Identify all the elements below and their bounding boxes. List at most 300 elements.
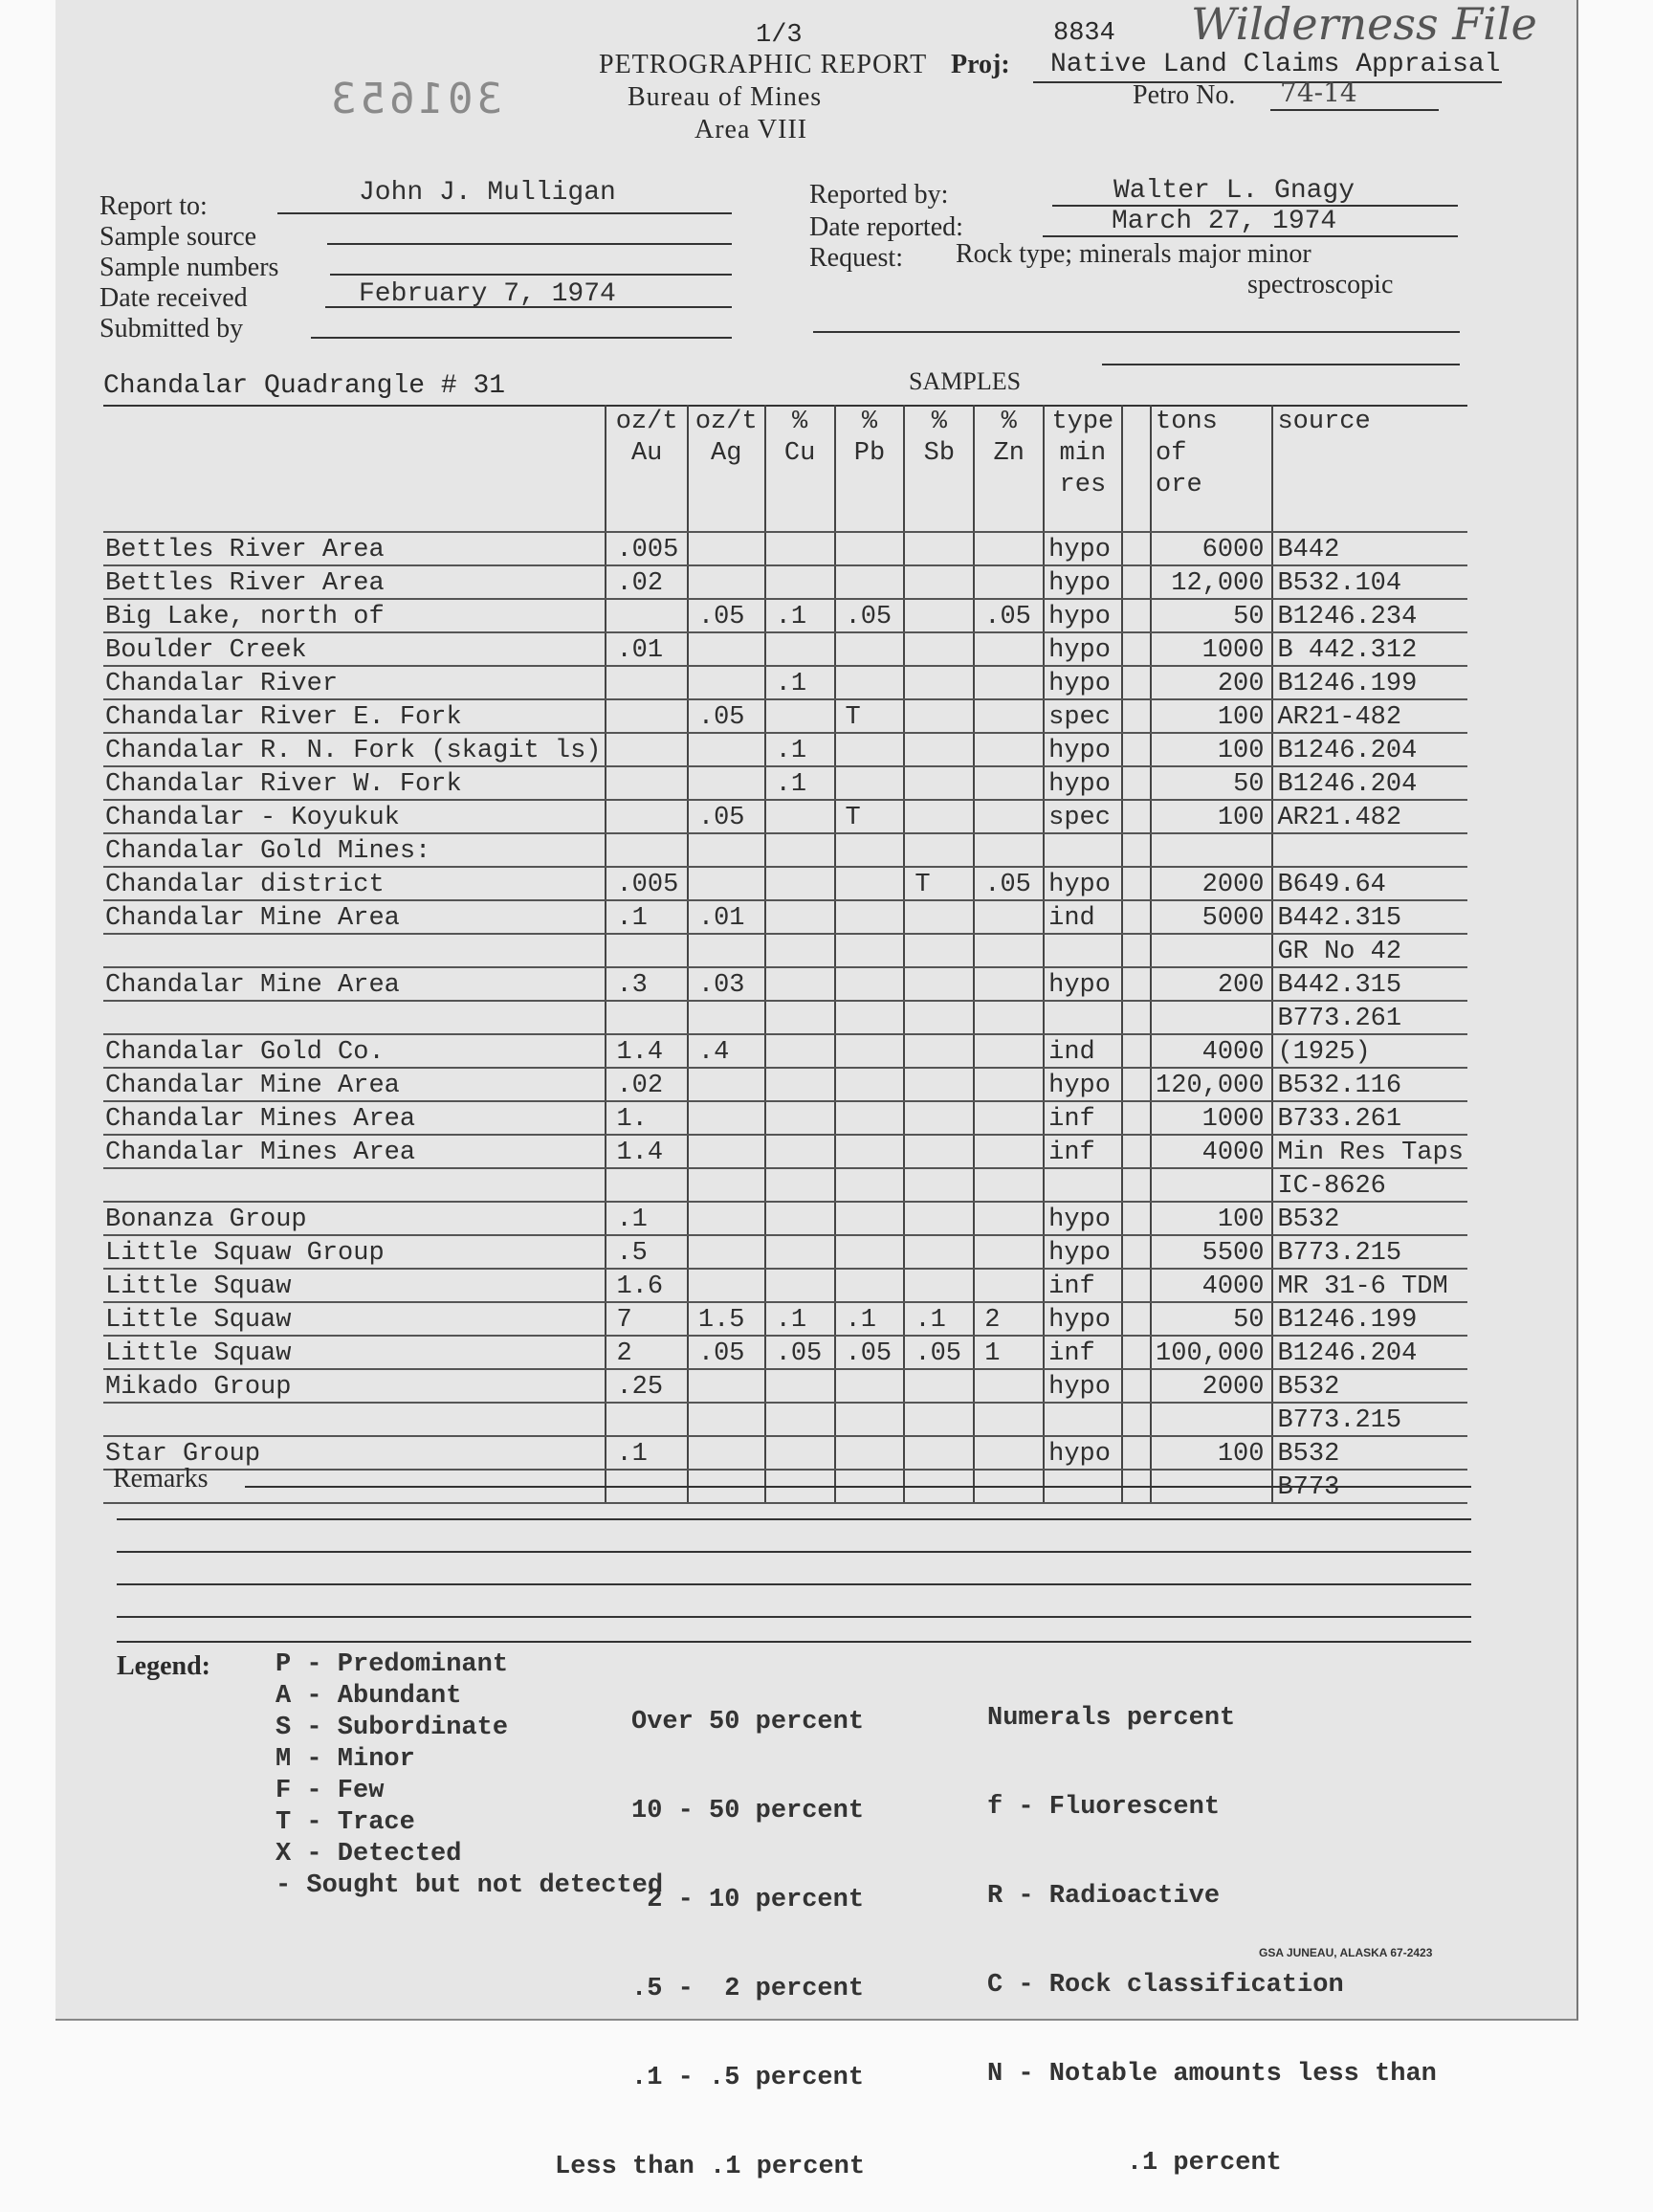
- table-cell: [765, 1403, 835, 1436]
- table-cell: inf: [1044, 1269, 1121, 1302]
- table-cell: [1044, 1168, 1121, 1202]
- table-cell: [1151, 1168, 1272, 1202]
- table-cell: [835, 967, 905, 1001]
- table-cell: [1122, 833, 1151, 867]
- table-header-cell: Ag: [688, 436, 765, 468]
- table-row: [103, 800, 1467, 833]
- table-cell: B1246.204: [1272, 766, 1467, 800]
- table-cell: [904, 1135, 974, 1168]
- table-cell: [1122, 967, 1151, 1001]
- legend-note-c: C - Rock classification: [987, 1971, 1344, 2000]
- table-cell: [1122, 1168, 1151, 1202]
- date-reported-line: [1043, 235, 1458, 237]
- table-cell: [606, 934, 687, 967]
- table-cell: [835, 565, 905, 599]
- table-cell: [1151, 934, 1272, 967]
- table-cell: [904, 733, 974, 766]
- table-cell: hypo: [1044, 666, 1121, 699]
- table-cell: 200: [1151, 967, 1272, 1001]
- table-header-cell: [103, 499, 606, 532]
- table-cell: [688, 1269, 765, 1302]
- samples-table: [103, 405, 1467, 1504]
- table-cell: [765, 1202, 835, 1235]
- reported-by-label: Reported by:: [809, 180, 949, 210]
- table-cell: [835, 1202, 905, 1235]
- table-cell: [974, 800, 1044, 833]
- table-cell: AR21-482: [1272, 699, 1467, 733]
- table-cell: .005: [606, 867, 687, 900]
- table-cell: [974, 1168, 1044, 1202]
- table-cell: B773: [1272, 1470, 1467, 1503]
- request-line-2: [813, 331, 1460, 333]
- table-cell: [688, 565, 765, 599]
- table-row: [103, 733, 1467, 766]
- table-row: [103, 1034, 1467, 1068]
- table-row: [103, 766, 1467, 800]
- legend-code-f: F - Few: [276, 1777, 385, 1805]
- petro-underline: [1270, 109, 1439, 111]
- table-cell: [974, 1135, 1044, 1168]
- table-cell: hypo: [1044, 967, 1121, 1001]
- table-cell: [974, 1436, 1044, 1470]
- table-cell: [1044, 1001, 1121, 1034]
- table-cell: 100: [1151, 800, 1272, 833]
- table-cell: [1122, 867, 1151, 900]
- sample-location-cell: Little Squaw: [103, 1336, 606, 1369]
- remarks-line-4: [117, 1583, 1471, 1585]
- table-cell: [904, 934, 974, 967]
- table-cell: hypo: [1044, 565, 1121, 599]
- table-cell: [904, 1001, 974, 1034]
- sample-location-cell: Star Group: [103, 1436, 606, 1470]
- report-to-value: John J. Mulligan: [359, 178, 616, 208]
- table-cell: .05: [688, 1336, 765, 1369]
- table-cell: 200: [1151, 666, 1272, 699]
- table-cell: .02: [606, 565, 687, 599]
- table-cell: B773.215: [1272, 1403, 1467, 1436]
- area-label: Area VIII: [694, 115, 808, 144]
- table-row: [103, 532, 1467, 565]
- table-row: [103, 1101, 1467, 1135]
- table-row: [103, 1302, 1467, 1336]
- table-cell: B532: [1272, 1202, 1467, 1235]
- table-cell: .1: [606, 1202, 687, 1235]
- table-cell: .4: [688, 1034, 765, 1068]
- table-cell: [606, 699, 687, 733]
- table-cell: 50: [1151, 599, 1272, 632]
- table-cell: 4000: [1151, 1034, 1272, 1068]
- table-header-cell: [1122, 436, 1151, 468]
- table-cell: [606, 599, 687, 632]
- sample-numbers-line: [330, 274, 732, 276]
- sample-location-cell: Boulder Creek: [103, 632, 606, 666]
- stamp-number: 301653: [327, 75, 502, 123]
- table-cell: [1044, 934, 1121, 967]
- sample-location-cell: Little Squaw Group: [103, 1235, 606, 1269]
- table-cell: B442: [1272, 532, 1467, 565]
- table-cell: 100: [1151, 699, 1272, 733]
- table-cell: [1122, 666, 1151, 699]
- legend-code-dash: - Sought but not detected: [276, 1871, 664, 1900]
- table-cell: B1246.199: [1272, 666, 1467, 699]
- sample-location-cell: [103, 934, 606, 967]
- legend-note-r: R - Radioactive: [987, 1882, 1221, 1911]
- table-cell: [765, 699, 835, 733]
- table-cell: B442.315: [1272, 900, 1467, 934]
- table-cell: [765, 800, 835, 833]
- table-cell: 120,000: [1151, 1068, 1272, 1101]
- table-header-cell: oz/t: [688, 405, 765, 436]
- table-row: [103, 1436, 1467, 1470]
- table-cell: .1: [606, 900, 687, 934]
- table-cell: [765, 1269, 835, 1302]
- table-cell: 100,000: [1151, 1336, 1272, 1369]
- sample-location-cell: Chandalar Mine Area: [103, 1068, 606, 1101]
- table-cell: hypo: [1044, 1068, 1121, 1101]
- table-header-cell: min: [1044, 436, 1121, 468]
- table-cell: [765, 1436, 835, 1470]
- table-cell: [1044, 1403, 1121, 1436]
- table-cell: [1122, 900, 1151, 934]
- form-number: 8834: [1053, 19, 1115, 48]
- table-cell: [904, 599, 974, 632]
- table-cell: MR 31-6 TDM: [1272, 1269, 1467, 1302]
- table-header-cell: [1122, 499, 1151, 532]
- table-row: [103, 1168, 1467, 1202]
- table-cell: hypo: [1044, 599, 1121, 632]
- table-cell: [904, 565, 974, 599]
- handwritten-note: Wilderness File: [1191, 0, 1537, 50]
- table-cell: [765, 1001, 835, 1034]
- sample-location-cell: Chandalar Mines Area: [103, 1135, 606, 1168]
- sample-location-cell: Chandalar River W. Fork: [103, 766, 606, 800]
- table-cell: [1122, 1001, 1151, 1034]
- table-header-cell: [1272, 436, 1467, 468]
- table-cell: [835, 666, 905, 699]
- table-header-cell: [1272, 499, 1467, 532]
- table-cell: [904, 532, 974, 565]
- sample-location-cell: Little Squaw: [103, 1302, 606, 1336]
- table-header-cell: res: [1044, 468, 1121, 499]
- legend-code-s: S - Subordinate: [276, 1714, 509, 1742]
- table-cell: 100: [1151, 733, 1272, 766]
- legend-note-n-cont: .1 percent: [987, 2149, 1282, 2178]
- table-cell: [765, 565, 835, 599]
- table-cell: [904, 666, 974, 699]
- table-cell: GR No 42: [1272, 934, 1467, 967]
- table-cell: [765, 934, 835, 967]
- table-cell: IC-8626: [1272, 1168, 1467, 1202]
- request-value-2: spectroscopic: [1247, 270, 1394, 299]
- report-title: PETROGRAPHIC REPORT: [599, 50, 928, 79]
- table-cell: [835, 532, 905, 565]
- table-header-cell: [1122, 405, 1151, 436]
- printer-imprint: GSA JUNEAU, ALASKA 67-2423: [1259, 1946, 1433, 1959]
- table-cell: .1: [765, 599, 835, 632]
- table-row: [103, 632, 1467, 666]
- table-cell: [835, 867, 905, 900]
- table-cell: .3: [606, 967, 687, 1001]
- table-cell: [688, 1235, 765, 1269]
- table-cell: B1246.234: [1272, 599, 1467, 632]
- table-cell: [765, 532, 835, 565]
- table-cell: [974, 766, 1044, 800]
- table-cell: hypo: [1044, 867, 1121, 900]
- table-row: [103, 934, 1467, 967]
- table-cell: [974, 632, 1044, 666]
- table-header-cell: [688, 468, 765, 499]
- table-header-cell: type: [1044, 405, 1121, 436]
- table-cell: [688, 1202, 765, 1235]
- table-cell: [974, 1068, 1044, 1101]
- submitted-by-line: [311, 337, 732, 339]
- table-header-cell: [103, 436, 606, 468]
- table-header-cell: %: [765, 405, 835, 436]
- table-row: [103, 1336, 1467, 1369]
- sample-location-cell: Chandalar Mines Area: [103, 1101, 606, 1135]
- submitted-by-label: Submitted by: [99, 314, 244, 343]
- table-cell: T: [835, 800, 905, 833]
- table-cell: [1151, 1403, 1272, 1436]
- table-cell: [606, 1403, 687, 1436]
- table-cell: [688, 1369, 765, 1403]
- table-cell: [835, 1403, 905, 1436]
- table-header-cell: [103, 405, 606, 436]
- legend-percent-s: 2 - 10 percent: [631, 1886, 865, 1914]
- table-cell: B 442.312: [1272, 632, 1467, 666]
- table-cell: [765, 1068, 835, 1101]
- table-cell: [1122, 800, 1151, 833]
- table-cell: [904, 1034, 974, 1068]
- table-header-cell: of: [1151, 436, 1272, 468]
- table-cell: B773.215: [1272, 1235, 1467, 1269]
- table-cell: [1122, 1302, 1151, 1336]
- table-cell: [974, 1269, 1044, 1302]
- table-cell: [606, 733, 687, 766]
- table-cell: [974, 1001, 1044, 1034]
- sample-source-line: [327, 243, 732, 245]
- table-row: [103, 666, 1467, 699]
- table-cell: 1.5: [688, 1302, 765, 1336]
- table-cell: 6000: [1151, 532, 1272, 565]
- petro-label: Petro No.: [1133, 80, 1236, 110]
- table-cell: B532.104: [1272, 565, 1467, 599]
- table-cell: 1.4: [606, 1034, 687, 1068]
- legend-note-numerals: Numerals percent: [987, 1704, 1236, 1733]
- table-cell: [974, 1202, 1044, 1235]
- legend-code-t: T - Trace: [276, 1808, 415, 1837]
- table-cell: [1122, 699, 1151, 733]
- table-cell: [904, 632, 974, 666]
- table-cell: 50: [1151, 766, 1272, 800]
- table-header-cell: [1044, 499, 1121, 532]
- table-cell: .1: [606, 1436, 687, 1470]
- table-row: [103, 900, 1467, 934]
- agency-name: Bureau of Mines: [628, 82, 823, 112]
- legend-code-m: M - Minor: [276, 1745, 415, 1774]
- legend-percent-a: 10 - 50 percent: [631, 1797, 865, 1825]
- table-cell: [688, 833, 765, 867]
- table-cell: [688, 867, 765, 900]
- table-header-cell: [765, 468, 835, 499]
- table-cell: 100: [1151, 1202, 1272, 1235]
- table-header-cell: [606, 468, 687, 499]
- table-header-cell: tons: [1151, 405, 1272, 436]
- table-cell: [688, 1068, 765, 1101]
- remarks-line-5: [117, 1616, 1471, 1618]
- remarks-label: Remarks: [113, 1464, 209, 1493]
- table-cell: 5500: [1151, 1235, 1272, 1269]
- sample-location-cell: Bettles River Area: [103, 565, 606, 599]
- table-header-cell: source: [1277, 408, 1371, 436]
- table-cell: [835, 766, 905, 800]
- table-cell: [835, 1269, 905, 1302]
- table-cell: [835, 900, 905, 934]
- table-cell: [904, 1202, 974, 1235]
- table-header-cell: %: [835, 405, 905, 436]
- sample-numbers-label: Sample numbers: [99, 253, 279, 282]
- table-header-cell: [1122, 468, 1151, 499]
- table-cell: [688, 666, 765, 699]
- sample-location-cell: [103, 1403, 606, 1436]
- table-cell: .05: [688, 599, 765, 632]
- samples-label: SAMPLES: [909, 367, 1022, 395]
- table-cell: [765, 1101, 835, 1135]
- table-cell: [688, 632, 765, 666]
- table-cell: [765, 833, 835, 867]
- sample-location-cell: Chandalar Gold Co.: [103, 1034, 606, 1068]
- table-cell: [1044, 833, 1121, 867]
- table-header-cell: [606, 499, 687, 532]
- table-cell: .05: [688, 699, 765, 733]
- table-cell: 50: [1151, 1302, 1272, 1336]
- sample-location-cell: [103, 1168, 606, 1202]
- legend-percent-m: .5 - 2 percent: [631, 1975, 865, 2003]
- table-cell: [1151, 833, 1272, 867]
- table-header-cell: Au: [606, 436, 687, 468]
- table-cell: [688, 766, 765, 800]
- table-cell: ind: [1044, 900, 1121, 934]
- table-header-cell: [835, 468, 905, 499]
- report-to-line: [277, 212, 732, 214]
- table-cell: 2: [974, 1302, 1044, 1336]
- table-cell: [1122, 1101, 1151, 1135]
- table-cell: [974, 833, 1044, 867]
- table-cell: [688, 1101, 765, 1135]
- table-cell: hypo: [1044, 1202, 1121, 1235]
- table-cell: [688, 1135, 765, 1168]
- page-number: 1/3: [756, 21, 803, 50]
- table-cell: [765, 900, 835, 934]
- table-cell: [835, 934, 905, 967]
- table-header-cell: [765, 499, 835, 532]
- table-cell: .25: [606, 1369, 687, 1403]
- sample-source-label: Sample source: [99, 222, 257, 252]
- table-row: [103, 967, 1467, 1001]
- date-received-line: [325, 306, 732, 308]
- table-cell: B532: [1272, 1369, 1467, 1403]
- legend-code-x: X - Detected: [276, 1840, 462, 1869]
- table-cell: [904, 967, 974, 1001]
- table-cell: [1122, 1269, 1151, 1302]
- remarks-line-2: [117, 1518, 1471, 1520]
- table-cell: [835, 1101, 905, 1135]
- legend-note-n: N - Notable amounts less than: [987, 2060, 1437, 2089]
- table-cell: [1122, 1336, 1151, 1369]
- table-cell: [904, 1168, 974, 1202]
- table-cell: [904, 1269, 974, 1302]
- table-cell: [1122, 599, 1151, 632]
- table-cell: [904, 1068, 974, 1101]
- table-cell: hypo: [1044, 1436, 1121, 1470]
- table-cell: 2: [606, 1336, 687, 1369]
- table-row: [103, 1001, 1467, 1034]
- table-cell: [974, 733, 1044, 766]
- table-cell: [974, 934, 1044, 967]
- table-row: [103, 1403, 1467, 1436]
- table-cell: [1122, 1403, 1151, 1436]
- table-cell: inf: [1044, 1336, 1121, 1369]
- table-cell: [904, 800, 974, 833]
- table-cell: spec: [1044, 699, 1121, 733]
- table-cell: B532.116: [1272, 1068, 1467, 1101]
- table-row: [103, 1269, 1467, 1302]
- table-cell: 4000: [1151, 1269, 1272, 1302]
- legend-note-f: f - Fluorescent: [987, 1793, 1221, 1822]
- table-cell: 2000: [1151, 867, 1272, 900]
- table-row: [103, 1135, 1467, 1168]
- table-header-cell: [974, 468, 1044, 499]
- table-cell: [1122, 532, 1151, 565]
- table-header-cell: %: [974, 405, 1044, 436]
- remarks-line-3: [117, 1551, 1471, 1553]
- table-cell: [1122, 1436, 1151, 1470]
- sample-location-cell: Chandalar River: [103, 666, 606, 699]
- table-cell: .1: [904, 1302, 974, 1336]
- legend-percents: [555, 1649, 865, 2212]
- sample-location-cell: [103, 1001, 606, 1034]
- table-cell: [835, 1235, 905, 1269]
- table-cell: [974, 699, 1044, 733]
- table-header-cell: [688, 499, 765, 532]
- table-cell: [835, 1068, 905, 1101]
- date-received-label: Date received: [99, 283, 248, 313]
- remarks-line-6: [117, 1641, 1471, 1643]
- table-cell: [835, 1168, 905, 1202]
- table-cell: .05: [974, 867, 1044, 900]
- table-cell: hypo: [1044, 632, 1121, 666]
- table-cell: B1246.199: [1272, 1302, 1467, 1336]
- proj-underline: [1033, 81, 1502, 83]
- table-cell: (1925): [1272, 1034, 1467, 1068]
- table-cell: 1000: [1151, 1101, 1272, 1135]
- table-cell: [835, 1436, 905, 1470]
- table-cell: [606, 766, 687, 800]
- table-cell: .1: [765, 1302, 835, 1336]
- table-row: [103, 565, 1467, 599]
- table-row: [103, 833, 1467, 867]
- table-header-cell: [904, 499, 974, 532]
- table-cell: hypo: [1044, 733, 1121, 766]
- table-header-row: [103, 436, 1467, 468]
- table-cell: .05: [688, 800, 765, 833]
- table-cell: .05: [765, 1336, 835, 1369]
- table-cell: 7: [606, 1302, 687, 1336]
- proj-label: Proj:: [951, 50, 1010, 79]
- table-cell: [688, 1168, 765, 1202]
- sample-location-cell: Chandalar Gold Mines:: [103, 833, 606, 867]
- table-cell: [1122, 733, 1151, 766]
